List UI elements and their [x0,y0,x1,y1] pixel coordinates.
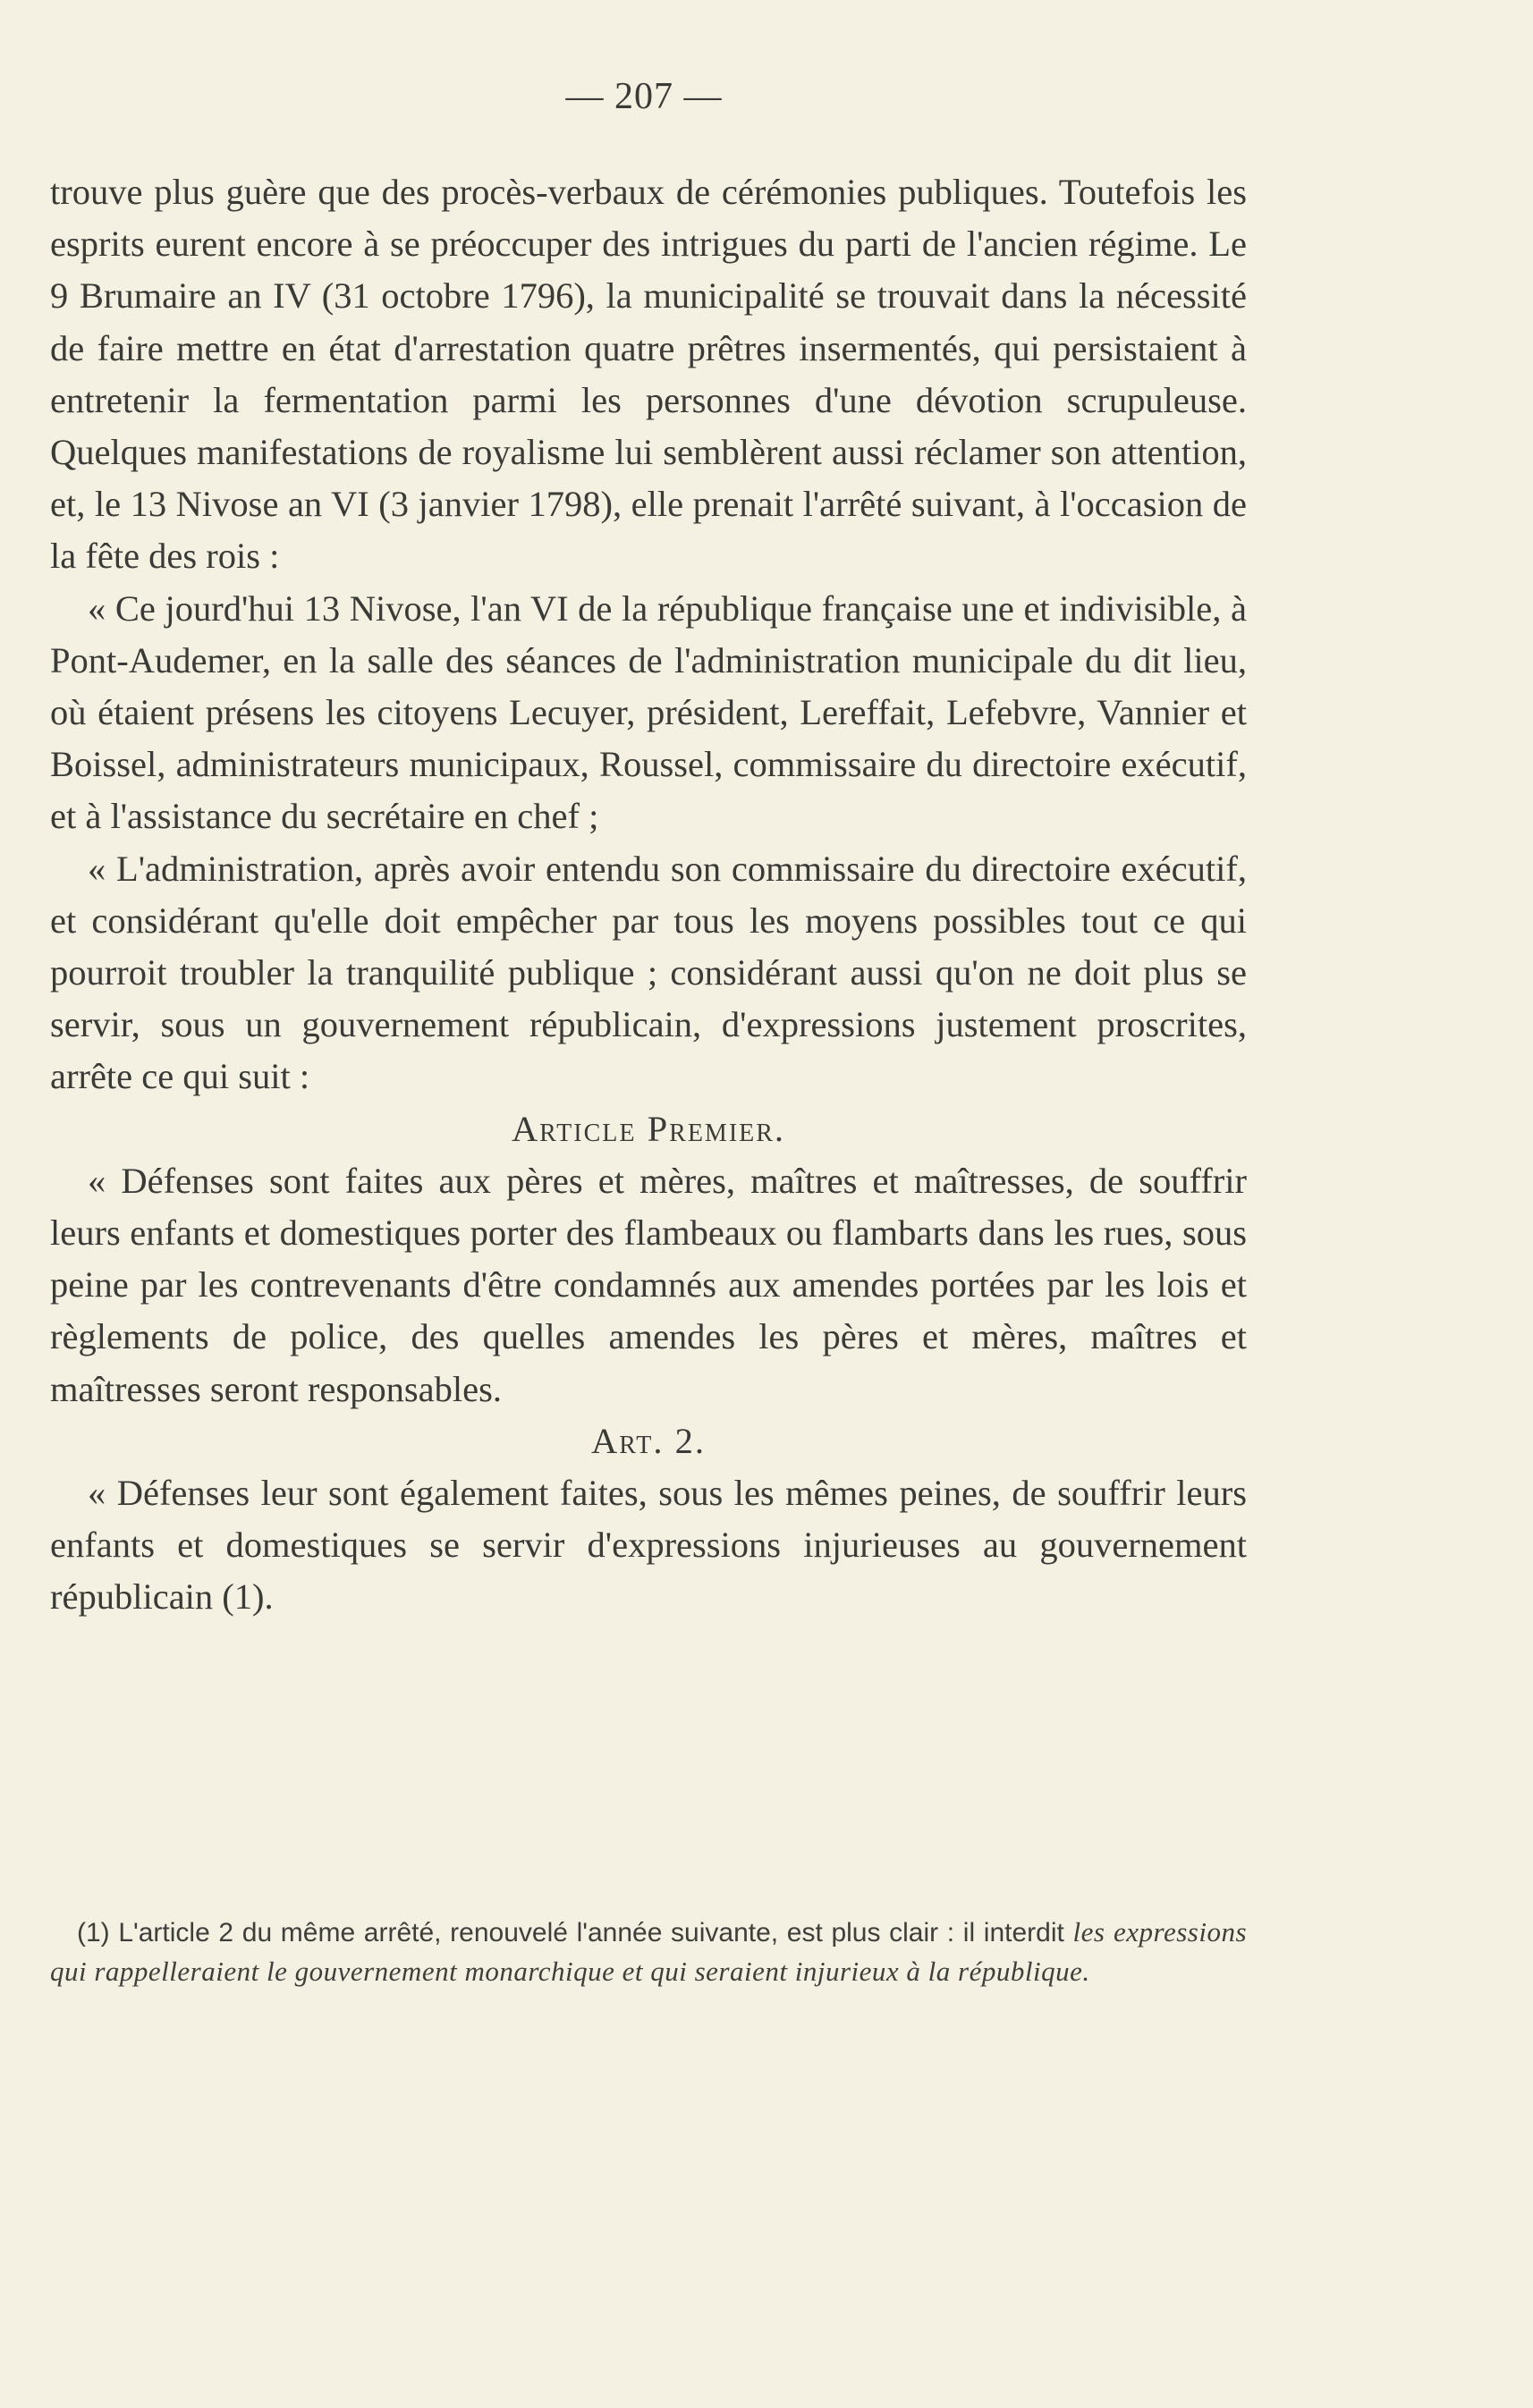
article-2-text: « Défenses leur sont également faites, sous les mêmes peines, de souffrir leurs enfants et domestiques se servir d'expressions injurieuses au gouvernement républicain (1). [50,1473,1247,1618]
body-text [50,166,1247,1624]
paragraph-intro: trouve plus guère que des procès-verbaux de cérémonies publiques. Toutefois les esprits eurent encore à se préoccuper des intrigues du parti de l'ancien régime. Le 9 Brumaire an IV (31 octobre 1796), la municipalité se trouvait dans la nécessité de faire mettre en état d'arrestation quatre prêtres insermentés, qui persistaient à entretenir la fermentation parmi les personnes d'une dévotion scrupuleuse. Quelques manifestations de royalisme lui semblèrent aussi réclamer son attention, et, le 13 Nivose an VI (3 janvier 1798), elle prenait l'arrêté suivant, à l'occasion de la fête des rois : [50,172,1247,577]
article-1-text: « Défenses sont faites aux pères et mères, maîtres et maîtresses, de souffrir leurs enfants et domestiques porter des flambeaux ou flambarts dans les rues, sous peine par les contrevenants d'être condamnés aux amendes portées par les lois et règlements de police, des quelles amendes les pères et mères, maîtres et maîtresses seront responsables. [50,1160,1247,1409]
paragraph-administration-decision: « L'administration, après avoir entendu son commissaire du directoire exécutif, et considérant qu'elle doit empêcher par tous les moyens possibles tout ce qui pourroit troubler la tranquilité publique ; considérant aussi qu'on ne doit plus se servir, sous un gouvernement républicain, d'expressions justement proscrites, arrête ce qui suit : [50,848,1247,1097]
paragraph-session-record: « Ce jourd'hui 13 Nivose, l'an VI de la république française une et indivisible, à Pont-Audemer, en la salle des séances de l'administration municipale du dit lieu, où étaient présens les citoyens Lecuyer, président, Lereffait, Lefebvre, Vannier et Boissel, administrateurs municipaux, Roussel, commissaire du directoire exécutif, et à l'assistance du secrétaire en chef ; [50,587,1247,837]
footnote-text: (1) L'article 2 du même arrêté, renouvelé l'année suivante, est plus clair : il interdit [77,1918,1073,1948]
article-2-heading: Art. 2. [591,1420,706,1461]
page-number: — 207 — [565,76,723,117]
footnote-italic-quote: les expressions qui rappelleraient le gouvernement monarchique et qui seraient injurieux à la république. [50,1916,1248,1987]
article-1-heading: Article Premier. [511,1108,786,1149]
footnote [50,1913,1247,1991]
